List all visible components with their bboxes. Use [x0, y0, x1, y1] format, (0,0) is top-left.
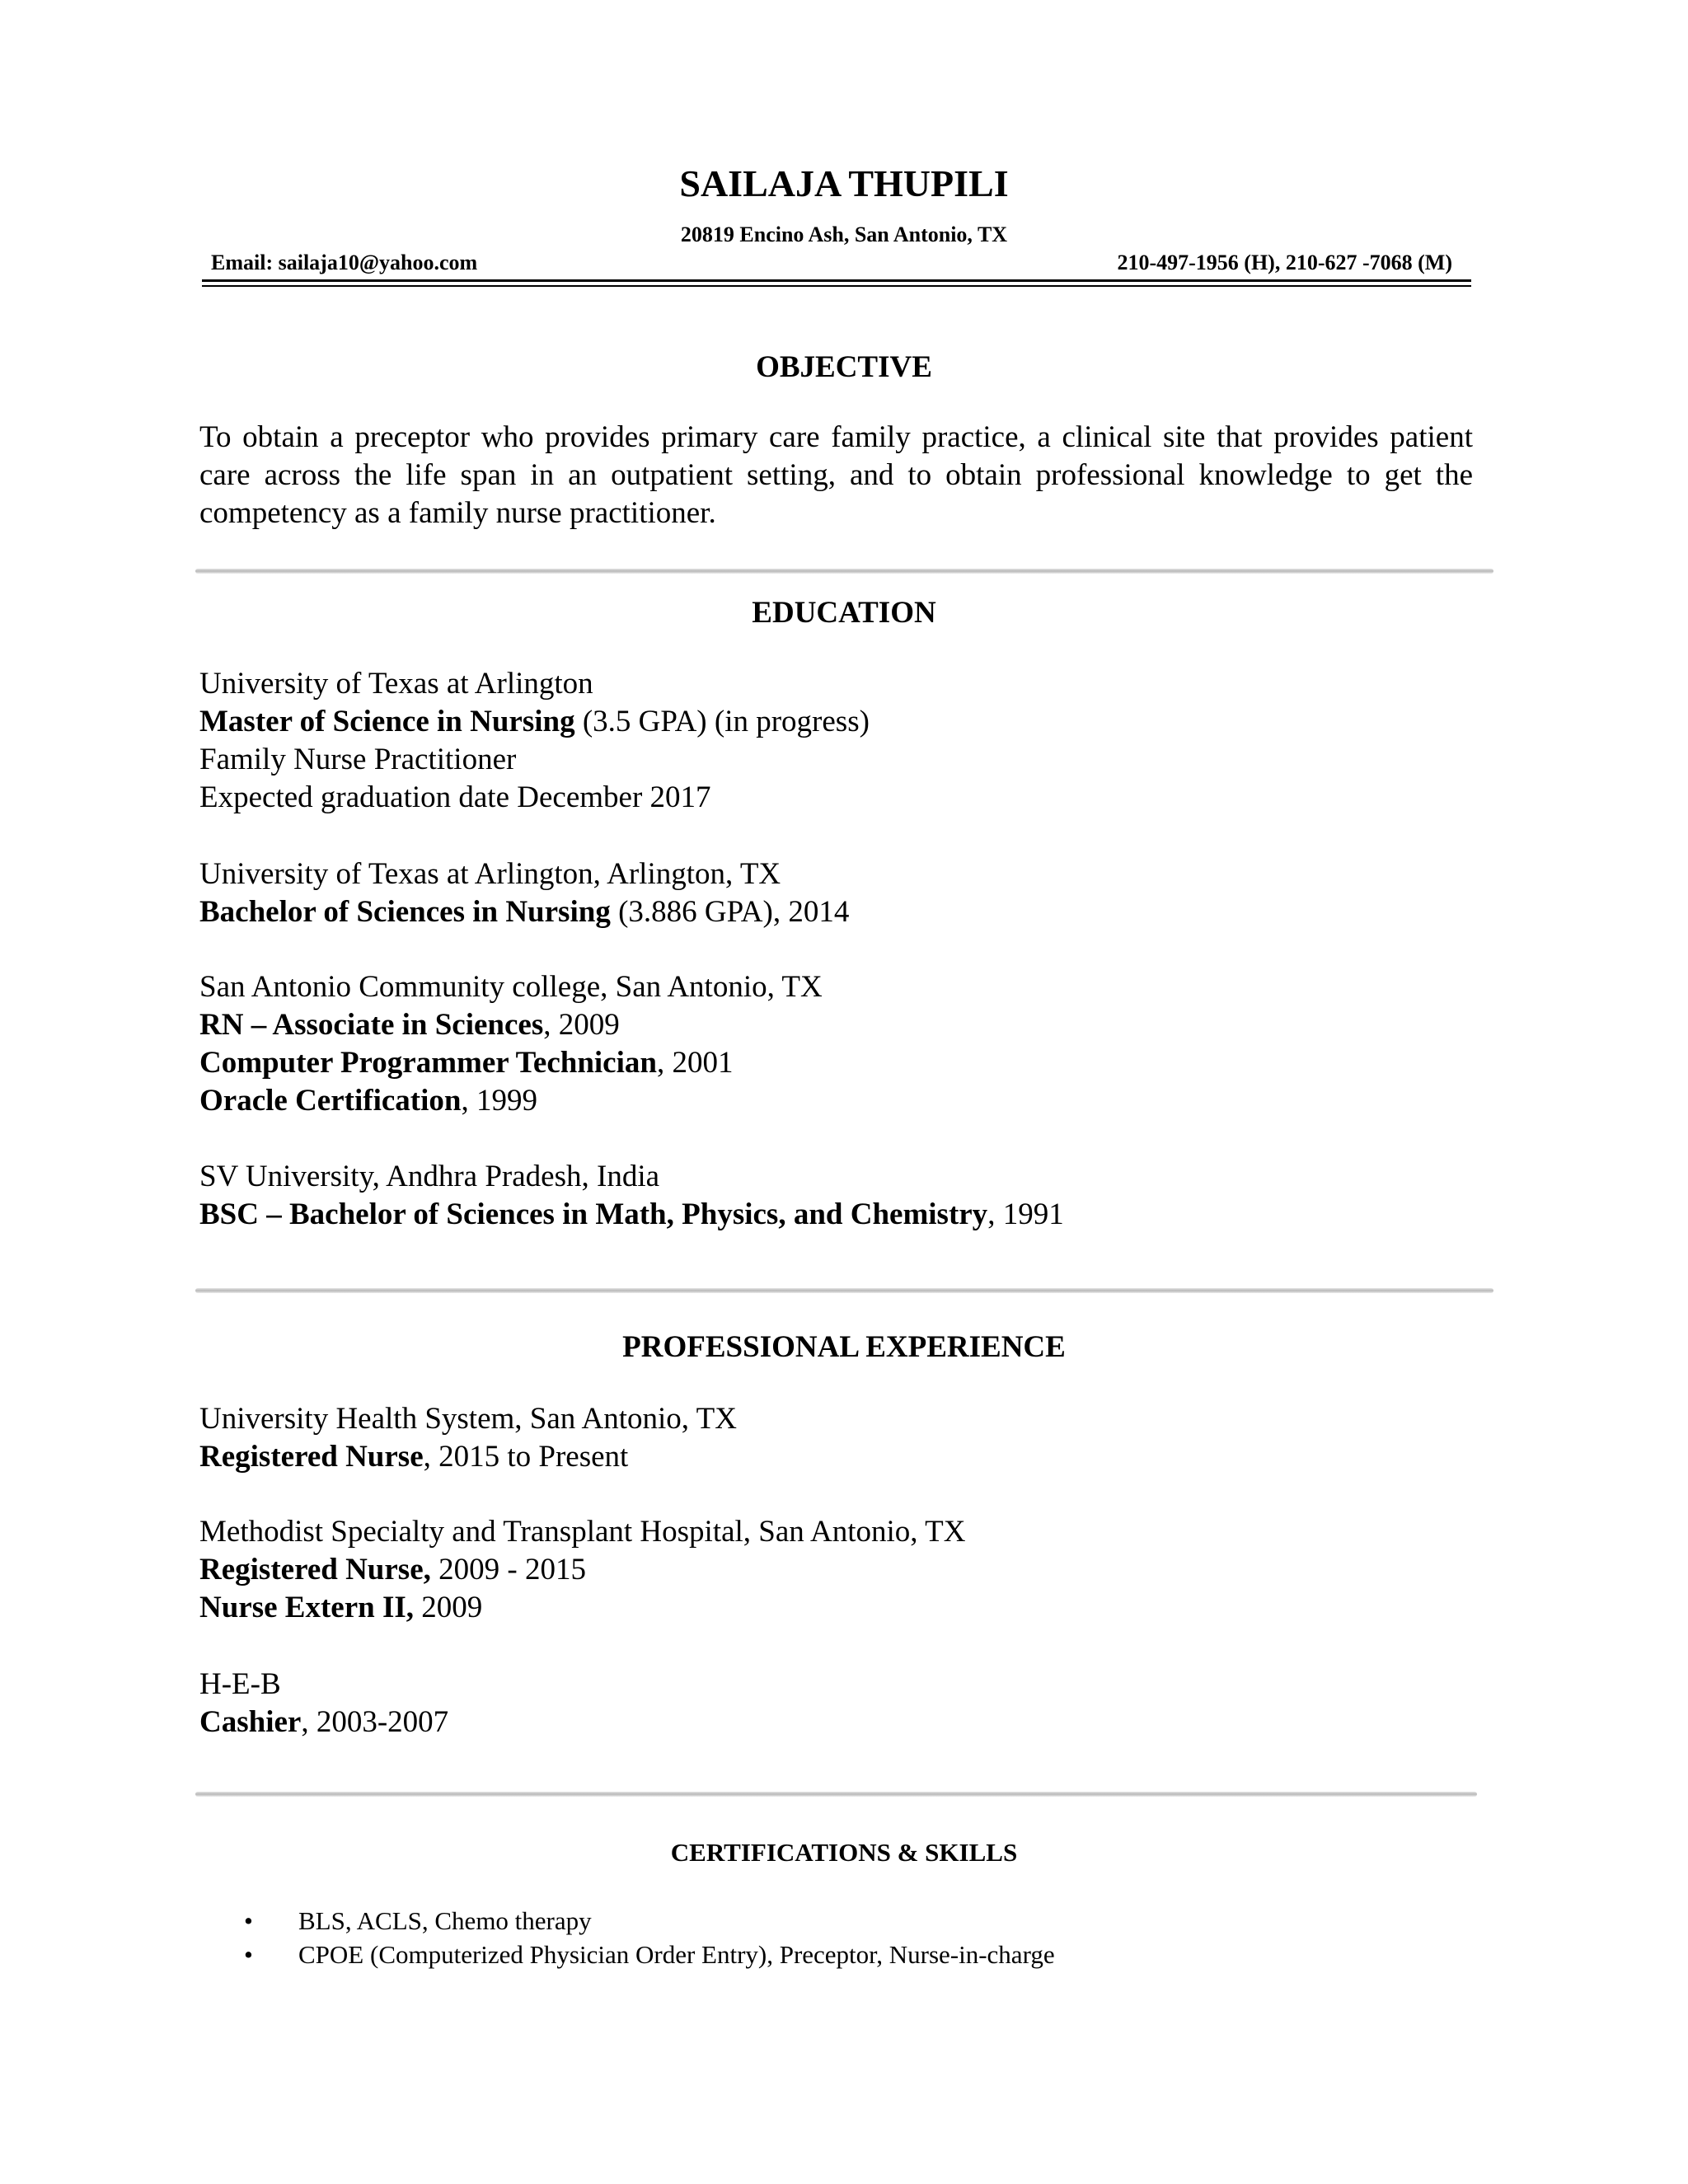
education-school: University of Texas at Arlington — [199, 667, 593, 701]
education-school: SV University, Andhra Pradesh, India — [199, 1160, 660, 1193]
experience-employer: H-E-B — [199, 1667, 281, 1701]
skill-item: BLS, ACLS, Chemo therapy — [298, 1906, 592, 1935]
objective-heading: OBJECTIVE — [756, 350, 932, 384]
education-degree: Master of Science in Nursing (3.5 GPA) (in progress) — [199, 705, 870, 738]
address: 20819 Encino Ash, San Antonio, TX — [680, 223, 1008, 246]
education-detail: Expected graduation date December 2017 — [199, 780, 711, 814]
skill-item: CPOE (Computerized Physician Order Entry), Preceptor, Nurse-in-charge — [298, 1940, 1055, 1969]
experience-role: Nurse Extern II, 2009 — [199, 1591, 483, 1624]
experience-role: Cashier, 2003-2007 — [199, 1705, 449, 1739]
education-school: San Antonio Community college, San Antonio, TX — [199, 970, 823, 1004]
phone-numbers: 210-497-1956 (H), 210-627 -7068 (M) — [1117, 251, 1452, 274]
objective-text: To obtain a preceptor who provides primary care family practice, a clinical site that provides patient care across the life span in an outpatient setting, and to obtain professional knowledge to get the competency as a family nurse practitioner. — [199, 420, 1473, 530]
education-detail: Family Nurse Practitioner — [199, 743, 517, 776]
education-degree: Computer Programmer Technician, 2001 — [199, 1046, 734, 1080]
email: Email: sailaja10@yahoo.com — [211, 251, 478, 274]
section-divider — [195, 1288, 1493, 1293]
section-divider — [195, 569, 1493, 574]
education-heading: EDUCATION — [752, 596, 936, 630]
resume-name: SAILAJA THUPILI — [679, 162, 1009, 204]
bullet-icon: • — [244, 1906, 253, 1935]
section-divider — [195, 1792, 1477, 1797]
experience-role: Registered Nurse, 2015 to Present — [199, 1440, 629, 1474]
skills-heading: CERTIFICATIONS & SKILLS — [670, 1838, 1018, 1867]
education-degree: RN – Associate in Sciences, 2009 — [199, 1008, 620, 1042]
bullet-icon: • — [244, 1940, 253, 1969]
education-degree: Oracle Certification, 1999 — [199, 1084, 537, 1118]
header-rule-thick — [202, 279, 1471, 282]
education-school: University of Texas at Arlington, Arlington, TX — [199, 857, 781, 891]
education-degree: Bachelor of Sciences in Nursing (3.886 GPA), 2014 — [199, 895, 850, 929]
experience-employer: Methodist Specialty and Transplant Hospital, San Antonio, TX — [199, 1515, 966, 1549]
experience-heading: PROFESSIONAL EXPERIENCE — [622, 1330, 1066, 1364]
experience-employer: University Health System, San Antonio, TX — [199, 1402, 737, 1436]
education-degree: BSC – Bachelor of Sciences in Math, Physics, and Chemistry, 1991 — [199, 1197, 1064, 1231]
header-rule-thin — [202, 285, 1471, 287]
experience-role: Registered Nurse, 2009 - 2015 — [199, 1553, 586, 1586]
